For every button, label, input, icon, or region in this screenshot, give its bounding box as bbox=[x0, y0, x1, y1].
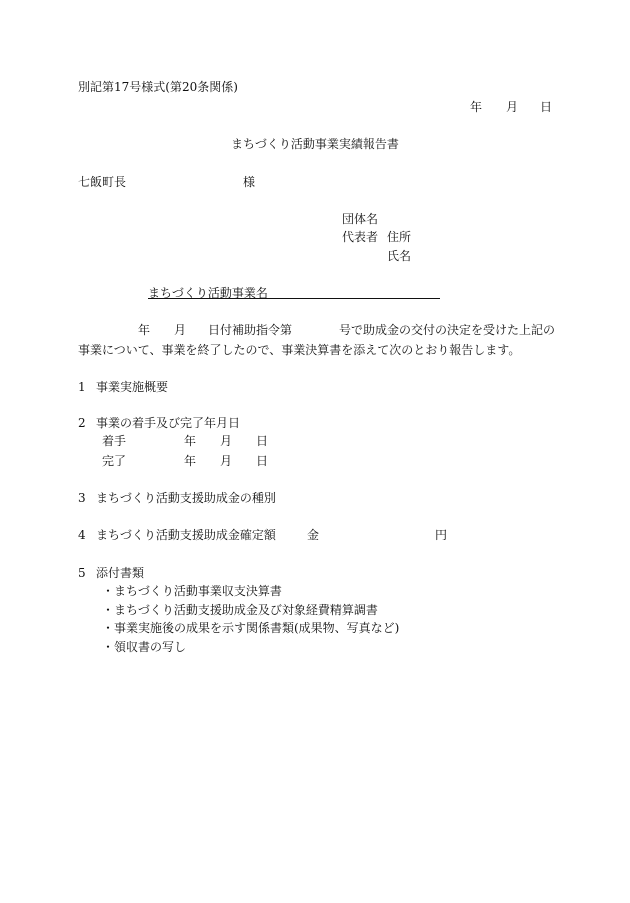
start-date-month: 月 bbox=[220, 434, 233, 448]
section-4-title: まちづくり活動支援助成金確定額 bbox=[96, 528, 276, 542]
end-date-year: 年 bbox=[184, 454, 197, 468]
date-year-label: 年 bbox=[470, 100, 483, 114]
section-5-number: 5 bbox=[78, 566, 86, 580]
project-name-label: まちづくり活動事業名 bbox=[148, 286, 268, 300]
date-month-label: 月 bbox=[506, 100, 519, 114]
document-title: まちづくり活動事業実績報告書 bbox=[231, 137, 399, 151]
section-2-number: 2 bbox=[78, 416, 86, 430]
address-label: 住所 bbox=[387, 230, 412, 244]
form-reference: 別記第17号様式(第20条関係) bbox=[78, 80, 238, 94]
org-name-label: 団体名 bbox=[342, 212, 379, 226]
start-date-year: 年 bbox=[184, 434, 197, 448]
amount-yen-label: 円 bbox=[435, 528, 448, 542]
end-date-label: 完了 bbox=[102, 454, 127, 468]
date-day-label: 日 bbox=[540, 100, 553, 114]
body-year-label: 年 bbox=[138, 323, 151, 337]
section-1-number: 1 bbox=[78, 380, 86, 394]
attachment-item: ・まちづくり活動支援助成金及び対象経費精算調書 bbox=[102, 603, 378, 617]
attachment-item: ・まちづくり活動事業収支決算書 bbox=[102, 584, 282, 598]
end-date-day: 日 bbox=[256, 454, 269, 468]
section-3-number: 3 bbox=[78, 491, 86, 505]
project-name-underline bbox=[148, 298, 440, 299]
section-3-title: まちづくり活動支援助成金の種別 bbox=[96, 491, 276, 505]
section-4-number: 4 bbox=[78, 528, 86, 542]
section-5-title: 添付書類 bbox=[96, 566, 145, 580]
section-2-title: 事業の着手及び完了年月日 bbox=[96, 416, 241, 430]
representative-label: 代表者 bbox=[342, 230, 379, 244]
section-1-title: 事業実施概要 bbox=[96, 380, 169, 394]
start-date-day: 日 bbox=[256, 434, 269, 448]
end-date-month: 月 bbox=[220, 454, 233, 468]
body-month-label: 月 bbox=[174, 323, 187, 337]
attachment-item: ・領収書の写し bbox=[102, 640, 187, 654]
amount-kin-label: 金 bbox=[307, 528, 320, 542]
addressee-name: 七飯町長 bbox=[78, 175, 127, 189]
addressee-honorific: 様 bbox=[243, 175, 256, 189]
start-date-label: 着手 bbox=[102, 434, 127, 448]
attachment-item: ・事業実施後の成果を示す関係書類(成果物、写真など) bbox=[102, 621, 400, 635]
body-line2: 事業について、事業を終了したので、事業決算書を添えて次のとおり報告します。 bbox=[78, 343, 521, 357]
body-day-ref: 日付補助指令第 bbox=[208, 323, 293, 337]
name-label: 氏名 bbox=[387, 249, 412, 263]
body-line1-rest: 号で助成金の交付の決定を受けた上記の bbox=[339, 323, 556, 337]
